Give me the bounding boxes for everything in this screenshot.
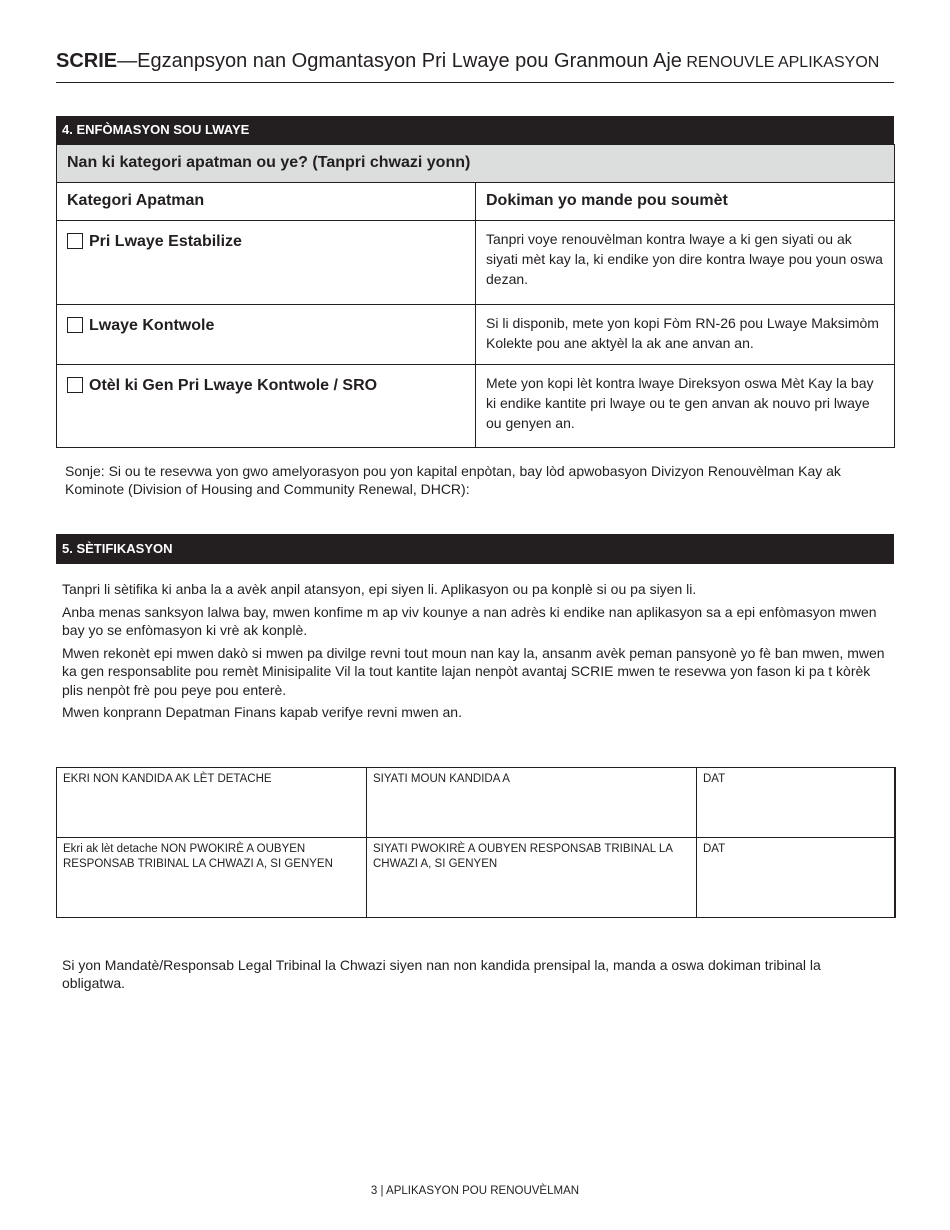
rent-info-table — [56, 144, 895, 448]
column-header-category: Kategori Apatman — [57, 183, 476, 221]
category-cell — [57, 365, 476, 448]
category-label: Pri Lwaye Estabilize — [89, 233, 242, 250]
rent-controlled-hotel-sro-checkbox[interactable] — [67, 377, 83, 393]
rent-stabilized-checkbox[interactable] — [67, 233, 83, 249]
category-label: Otèl ki Gen Pri Lwaye Kontwole / SRO — [89, 377, 378, 394]
applicant-name-field[interactable]: EKRI NON KANDIDA AK LÈT DETACHE — [57, 768, 367, 838]
representative-name-field[interactable]: Ekri ak lèt detache NON PWOKIRÈ A OUBYEN RESPONSAB TRIBINAL LA CHWAZI A, SI GENYEN — [57, 838, 367, 918]
table-row — [57, 365, 895, 448]
certification-paragraph: Tanpri li sètifika ki anba la a avèk anpil atansyon, epi siyen li. Aplikasyon ou pa konplè si ou pa siyen li. — [62, 581, 697, 597]
certification-text — [62, 580, 892, 726]
documents-cell: Si li disponib, mete yon kopi Fòm RN-26 pou Lwaye Maksimòm Kolekte pou ane aktyèl la ak ane anvan an. — [476, 305, 895, 365]
column-header-row — [57, 183, 895, 221]
certification-paragraph: Anba menas sanksyon lalwa bay, mwen konfime m ap viv kounye a nan adrès ki endike nan aplikasyon sa a epi enfòmasyon mwen bay yo se enfòmasyon ki vrè ak konplè. — [62, 603, 877, 638]
certification-paragraph: Mwen konprann Depatman Finans kapab verifye revni mwen an. — [62, 704, 462, 720]
representative-signature-field[interactable]: SIYATI PWOKIRÈ A OUBYEN RESPONSAB TRIBINAL LA CHWAZI A, SI GENYEN — [367, 838, 697, 918]
rent-controlled-checkbox[interactable] — [67, 317, 83, 333]
column-header-documents: Dokiman yo mande pou soumèt — [476, 183, 895, 221]
page-header — [56, 50, 894, 83]
header-suffix: RENOUVLE APLIKASYON — [686, 54, 880, 71]
documents-cell: Mete yon kopi lèt kontra lwaye Direksyon oswa Mèt Kay la bay ki endike kantite pri lwaye ou te gen anvan ak nouvo pri lwaye ou genyen an. — [476, 365, 895, 448]
section5-heading: 5. SÈTIFIKASYON — [56, 534, 894, 564]
applicant-signature-field[interactable]: SIYATI MOUN KANDIDA A — [367, 768, 697, 838]
table-row — [57, 221, 895, 305]
question-row — [57, 145, 895, 183]
apartment-category-question: Nan ki kategori apatman ou ye? (Tanpri chwazi yonn) — [57, 145, 895, 183]
certification-paragraph: Mwen rekonèt epi mwen dakò si mwen pa divilge revni tout moun nan kay la, ansanm avèk peman pansyonè yo fè ban mwen, mwen ka gen responsablite pou remèt Minisipalite Vil la tout kantite lajan nenpòt avantaj SCRIE mwen te resevwa yon fason ki pa t kòrèk plis nenpòt frè pou peye pou enterè. — [62, 644, 885, 698]
category-cell — [57, 305, 476, 365]
page-footer: 3 | APLIKASYON POU RENOUVÈLMAN — [370, 1185, 580, 1197]
signature-table — [56, 767, 896, 918]
category-cell — [57, 221, 476, 305]
mci-note: Sonje: Si ou te resevwa yon gwo amelyorasyon pou yon kapital enpòtan, bay lòd apwobasyon Divizyon Renouvèlman Kay ak Kominote (Division of Housing and Community Renewal, DHCR): — [65, 463, 841, 497]
applicant-date-field[interactable]: DAT — [697, 768, 895, 838]
category-label: Lwaye Kontwole — [89, 317, 215, 334]
header-title: Egzanpsyon nan Ogmantasyon Pri Lwaye pou Granmoun Aje — [137, 50, 682, 72]
representative-date-field[interactable]: DAT — [697, 838, 895, 918]
applicant-signature-row — [57, 768, 895, 838]
representative-signature-row — [57, 838, 895, 918]
header-brand: SCRIE — [56, 50, 118, 72]
documents-cell: Tanpri voye renouvèlman kontra lwaye a ki gen siyati ou ak siyati mèt kay la, ki endike yon dire kontra lwaye pou youn oswa dezan. — [476, 221, 895, 305]
header-dash: — — [117, 50, 138, 72]
representative-note: Si yon Mandatè/Responsab Legal Tribinal la Chwazi siyen nan non kandida prensipal la, manda a oswa dokiman tribinal la obligatwa. — [62, 957, 821, 991]
table-row — [57, 305, 895, 365]
section4-heading: 4. ENFÒMASYON SOU LWAYE — [56, 116, 894, 144]
